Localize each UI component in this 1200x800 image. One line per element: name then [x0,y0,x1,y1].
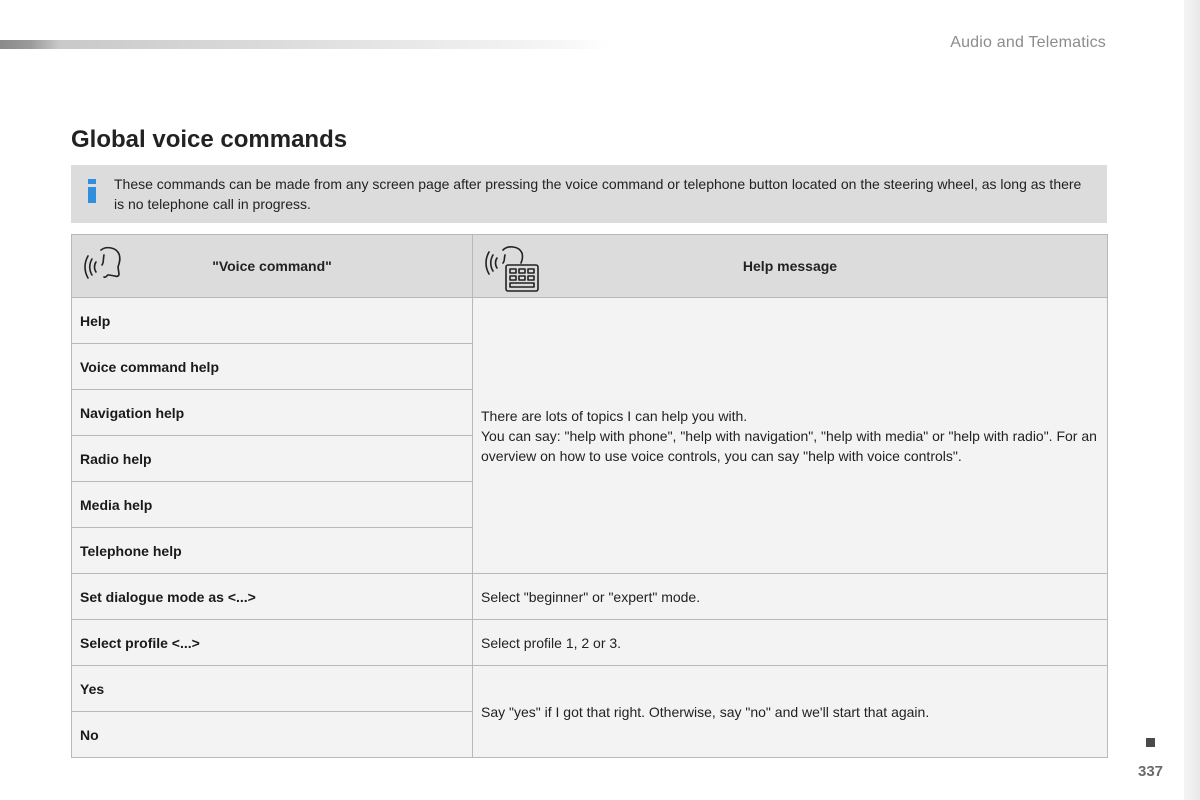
page-edge-strip [1184,0,1200,800]
command-cell: Telephone help [72,528,473,574]
help-message-icon [483,241,543,296]
command-cell: Voice command help [72,344,473,390]
command-cell: No [72,712,473,758]
info-text: These commands can be made from any screen page after pressing the voice command or telephone button located on the steering wheel, as long as there is no telephone call in progress. [114,176,1082,212]
page-title: Global voice commands [71,126,348,153]
help-group-message: There are lots of topics I can help you with. You can say: "help with phone", "help with navigation", "help with media" or "help with radio". For an overview on how to use voice controls, you can say "help with voice controls". [481,407,1097,464]
table-row [72,620,1108,666]
column-header-voice-command [72,235,473,298]
running-header: Audio and Telematics [950,34,1106,51]
command-cell: Help [72,298,473,344]
column-header-help-message [473,235,1108,298]
header-decorative-bar [0,40,610,49]
message-cell: Select "beginner" or "expert" mode. [473,574,1108,620]
message-cell [473,298,1108,574]
voice-command-icon [82,241,128,290]
page-number: 337 [1138,763,1164,780]
page-marker [1146,738,1155,747]
command-cell: Yes [72,666,473,712]
info-icon [88,179,96,203]
command-cell: Navigation help [72,390,473,436]
table-row [72,574,1108,620]
table-header-row [72,235,1108,298]
voice-commands-table [71,234,1108,758]
command-cell: Radio help [72,436,473,482]
help-message-header-label: Help message [742,258,838,274]
message-cell: Say "yes" if I got that right. Otherwise, say "no" and we'll start that again. [473,666,1108,758]
command-cell: Set dialogue mode as <...> [72,574,473,620]
command-cell: Select profile <...> [72,620,473,666]
table-row [72,666,1108,712]
voice-command-header-label: "Voice command" [212,258,332,274]
message-cell: Select profile 1, 2 or 3. [473,620,1108,666]
command-cell: Media help [72,482,473,528]
info-box [71,165,1107,223]
table-row [72,298,1108,344]
